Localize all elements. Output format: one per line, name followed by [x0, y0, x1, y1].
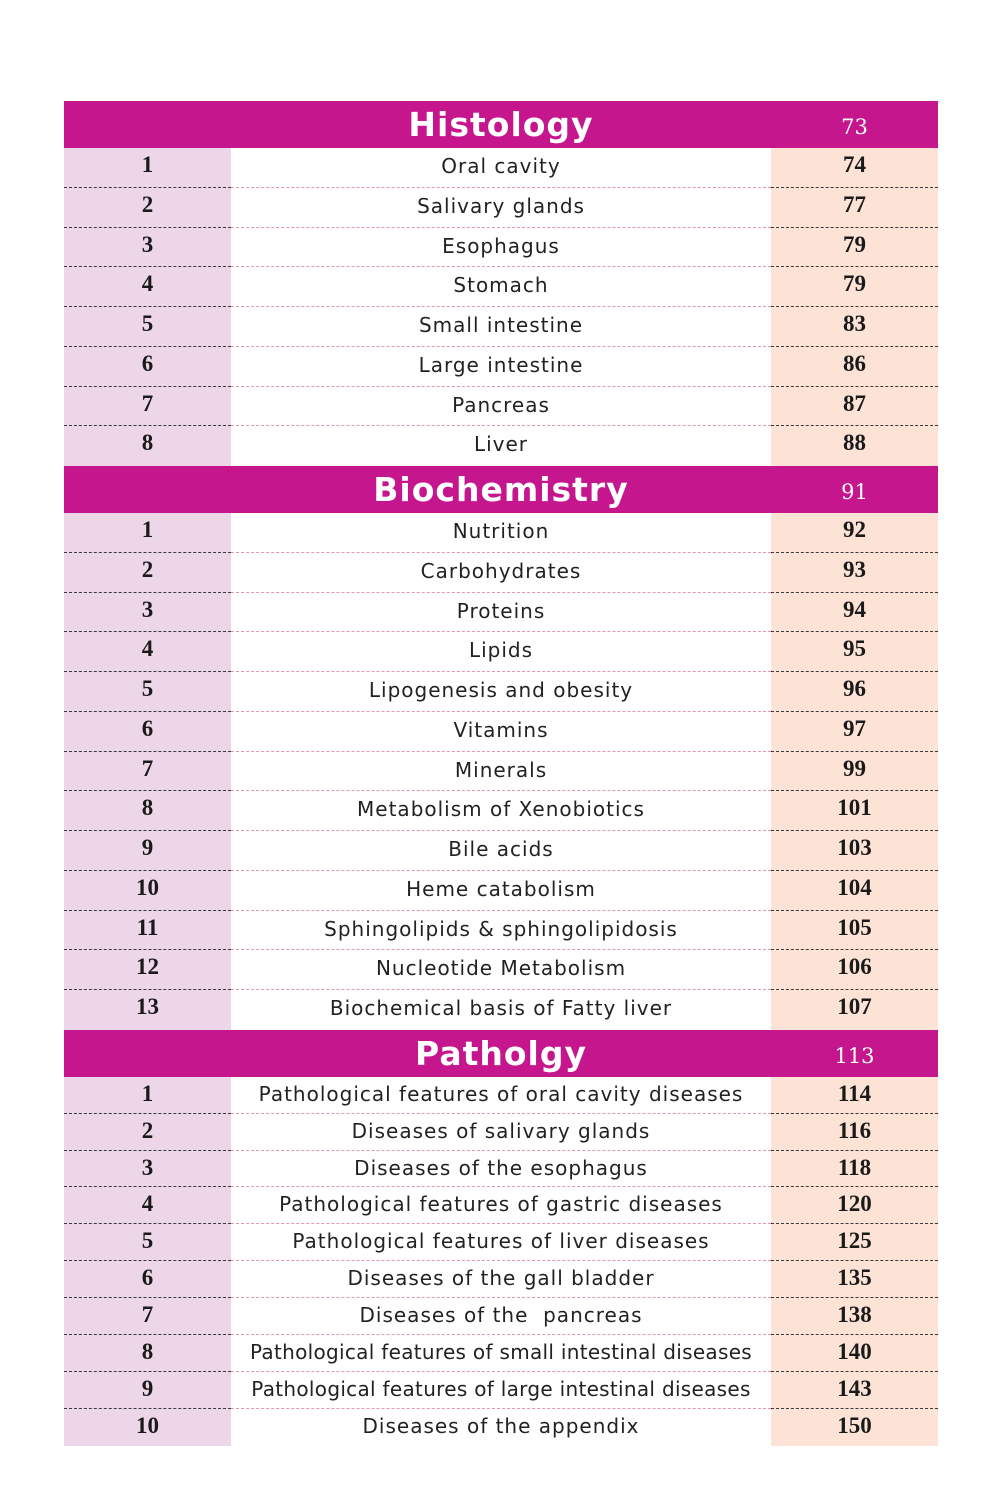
- entry-title: Large intestine: [231, 347, 771, 387]
- table-row: [64, 188, 938, 228]
- table-row: [64, 672, 938, 712]
- entry-title: Lipids: [231, 632, 771, 672]
- table-row: [64, 831, 938, 871]
- table-row: [64, 1151, 938, 1188]
- entry-number: 3: [64, 593, 231, 633]
- entry-page: 87: [771, 387, 938, 427]
- entry-page: 79: [771, 267, 938, 307]
- section-header-biochemistry: [64, 466, 938, 513]
- table-row: [64, 1261, 938, 1298]
- entry-number: 12: [64, 950, 231, 990]
- table-row: [64, 426, 938, 466]
- entry-number: 10: [64, 1409, 231, 1446]
- section-title: Biochemistry: [373, 470, 629, 509]
- table-row: [64, 712, 938, 752]
- table-row: [64, 593, 938, 633]
- entry-number: 4: [64, 1187, 231, 1224]
- entry-page: 93: [771, 553, 938, 593]
- entry-title: Nucleotide Metabolism: [231, 950, 771, 990]
- entry-title: Pathological features of liver diseases: [231, 1224, 771, 1261]
- entry-page: 150: [771, 1409, 938, 1446]
- section-title: Patholgy: [415, 1033, 587, 1073]
- entry-number: 3: [64, 1151, 231, 1188]
- entry-number: 6: [64, 712, 231, 752]
- entry-page: 125: [771, 1224, 938, 1261]
- entry-number: 8: [64, 426, 231, 466]
- entry-number: 5: [64, 672, 231, 712]
- entry-title: Biochemical basis of Fatty liver: [231, 990, 771, 1030]
- entry-title: Sphingolipids & sphingolipidosis: [231, 911, 771, 951]
- entry-title: Esophagus: [231, 228, 771, 268]
- entry-page: 99: [771, 752, 938, 792]
- entry-title: Liver: [231, 426, 771, 466]
- entry-page: 92: [771, 513, 938, 553]
- entry-page: 105: [771, 911, 938, 951]
- table-row: [64, 267, 938, 307]
- entry-page: 96: [771, 672, 938, 712]
- entry-page: 83: [771, 307, 938, 347]
- entry-page: 107: [771, 990, 938, 1030]
- entry-number: 6: [64, 1261, 231, 1298]
- entry-number: 9: [64, 1372, 231, 1409]
- table-row: [64, 632, 938, 672]
- entry-title: Diseases of the pancreas: [231, 1298, 771, 1335]
- entry-title: Proteins: [231, 593, 771, 633]
- entry-page: 116: [771, 1114, 938, 1151]
- entry-title: Carbohydrates: [231, 553, 771, 593]
- table-row: [64, 791, 938, 831]
- entry-page: 103: [771, 831, 938, 871]
- entry-number: 4: [64, 267, 231, 307]
- entry-page: 143: [771, 1372, 938, 1409]
- entry-page: 97: [771, 712, 938, 752]
- entry-title: Diseases of salivary glands: [231, 1114, 771, 1151]
- table-row: [64, 307, 938, 347]
- entry-number: 8: [64, 791, 231, 831]
- entry-page: 101: [771, 791, 938, 831]
- entry-number: 8: [64, 1335, 231, 1372]
- section-entries-histology: [64, 148, 938, 466]
- entry-title: Lipogenesis and obesity: [231, 672, 771, 712]
- entry-number: 1: [64, 513, 231, 553]
- entry-number: 7: [64, 1298, 231, 1335]
- table-row: [64, 752, 938, 792]
- section-page-number: 91: [841, 480, 868, 504]
- entry-title: Minerals: [231, 752, 771, 792]
- entry-number: 3: [64, 228, 231, 268]
- entry-page: 118: [771, 1151, 938, 1188]
- section-page-number: 113: [834, 1043, 875, 1068]
- entry-number: 9: [64, 831, 231, 871]
- section-entries-pathology: [64, 1077, 938, 1446]
- entry-title: Pathological features of small intestinal diseases: [231, 1335, 771, 1372]
- entry-page: 95: [771, 632, 938, 672]
- entry-title: Diseases of the esophagus: [231, 1151, 771, 1188]
- entry-number: 2: [64, 1114, 231, 1151]
- entry-page: 140: [771, 1335, 938, 1372]
- table-row: [64, 148, 938, 188]
- entry-number: 2: [64, 188, 231, 228]
- entry-title: Heme catabolism: [231, 871, 771, 911]
- entry-page: 74: [771, 148, 938, 188]
- entry-number: 6: [64, 347, 231, 387]
- section-header-pathology: [64, 1030, 938, 1077]
- entry-page: 88: [771, 426, 938, 466]
- entry-number: 10: [64, 871, 231, 911]
- entry-number: 7: [64, 752, 231, 792]
- table-row: [64, 1077, 938, 1114]
- entry-title: Pathological features of large intestinal diseases: [231, 1372, 771, 1409]
- entry-title: Bile acids: [231, 831, 771, 871]
- entry-title: Vitamins: [231, 712, 771, 752]
- table-of-contents: [64, 101, 938, 1446]
- entry-number: 1: [64, 1077, 231, 1114]
- table-row: [64, 871, 938, 911]
- table-row: [64, 1187, 938, 1224]
- entry-page: 77: [771, 188, 938, 228]
- entry-number: 13: [64, 990, 231, 1030]
- table-row: [64, 553, 938, 593]
- entry-page: 104: [771, 871, 938, 911]
- entry-number: 2: [64, 553, 231, 593]
- entry-number: 5: [64, 307, 231, 347]
- entry-title: Nutrition: [231, 513, 771, 553]
- table-row: [64, 990, 938, 1030]
- table-row: [64, 1114, 938, 1151]
- entry-page: 120: [771, 1187, 938, 1224]
- entry-number: 11: [64, 911, 231, 951]
- entry-title: Pathological features of gastric diseases: [231, 1187, 771, 1224]
- entry-title: Stomach: [231, 267, 771, 307]
- table-row: [64, 347, 938, 387]
- entry-title: Diseases of the appendix: [231, 1409, 771, 1446]
- table-row: [64, 387, 938, 427]
- entry-page: 94: [771, 593, 938, 633]
- entry-number: 5: [64, 1224, 231, 1261]
- table-row: [64, 228, 938, 268]
- table-row: [64, 1409, 938, 1446]
- entry-title: Pathological features of oral cavity diseases: [231, 1077, 771, 1114]
- section-header-histology: [64, 101, 938, 148]
- table-row: [64, 1224, 938, 1261]
- entry-page: 114: [771, 1077, 938, 1114]
- table-row: [64, 950, 938, 990]
- entry-page: 135: [771, 1261, 938, 1298]
- entry-page: 79: [771, 228, 938, 268]
- entry-page: 138: [771, 1298, 938, 1335]
- entry-title: Small intestine: [231, 307, 771, 347]
- table-row: [64, 1372, 938, 1409]
- section-entries-biochemistry: [64, 513, 938, 1030]
- entry-number: 4: [64, 632, 231, 672]
- table-row: [64, 911, 938, 951]
- entry-title: Oral cavity: [231, 148, 771, 188]
- entry-title: Salivary glands: [231, 188, 771, 228]
- table-row: [64, 513, 938, 553]
- section-title: Histology: [408, 105, 594, 144]
- entry-page: 86: [771, 347, 938, 387]
- section-page-number: 73: [841, 115, 868, 139]
- entry-page: 106: [771, 950, 938, 990]
- table-row: [64, 1335, 938, 1372]
- entry-number: 7: [64, 387, 231, 427]
- entry-title: Diseases of the gall bladder: [231, 1261, 771, 1298]
- entry-number: 1: [64, 148, 231, 188]
- entry-title: Pancreas: [231, 387, 771, 427]
- entry-title: Metabolism of Xenobiotics: [231, 791, 771, 831]
- table-row: [64, 1298, 938, 1335]
